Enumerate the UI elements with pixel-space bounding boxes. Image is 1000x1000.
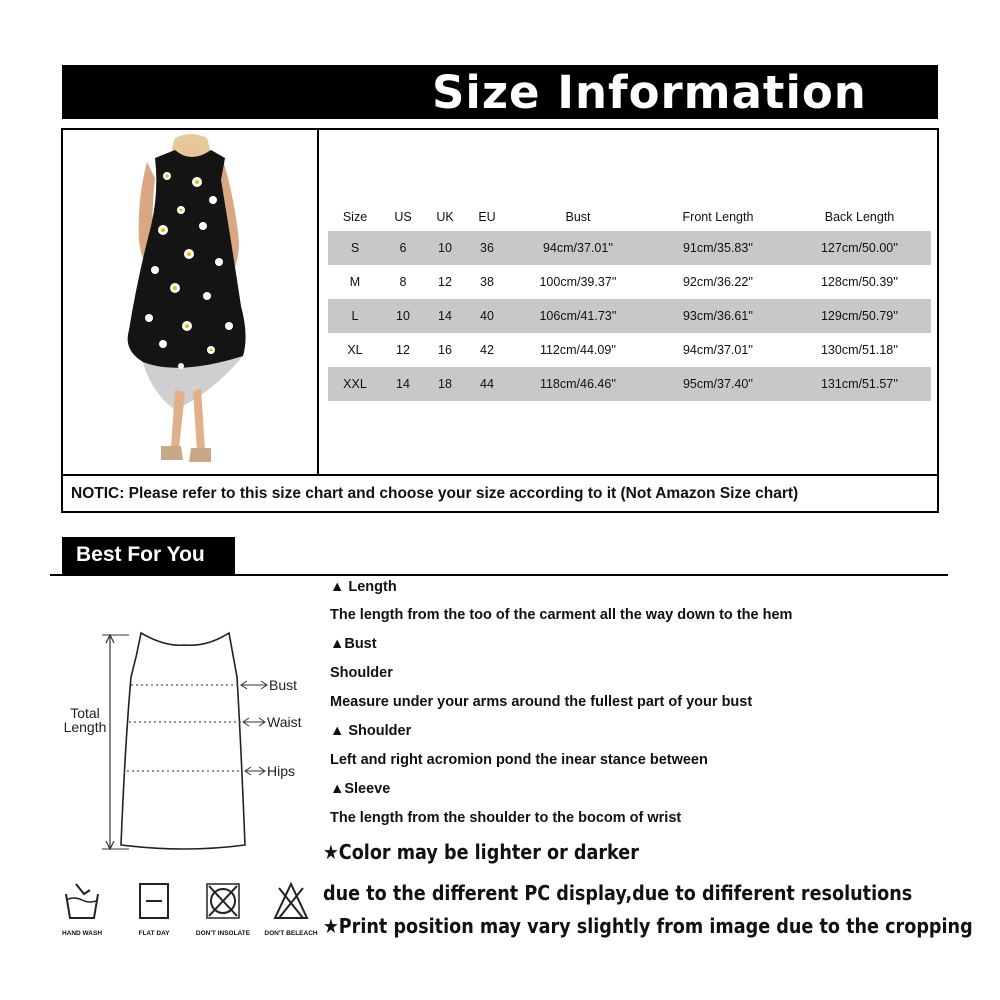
total-length-label: Total bbox=[70, 705, 100, 721]
table-row bbox=[328, 265, 931, 299]
table-cell: 36 bbox=[480, 241, 494, 255]
size-table-cell bbox=[319, 130, 937, 474]
table-cell: 129cm/50.79'' bbox=[820, 309, 899, 323]
table-cell: S bbox=[350, 241, 360, 255]
table-cell: 40 bbox=[480, 309, 494, 323]
bust-label: Bust bbox=[269, 677, 298, 693]
description-line: Measure under your arms around the fullest part of your bust bbox=[330, 694, 753, 710]
table-row bbox=[328, 367, 931, 401]
description-line: ▲Sleeve bbox=[330, 781, 391, 797]
measurement-diagram bbox=[55, 625, 325, 860]
do-not-bleach-icon bbox=[261, 880, 321, 940]
notice-row bbox=[63, 474, 937, 511]
color-note: ★Color may be lighter or darker bbox=[323, 840, 639, 864]
table-cell: 127cm/50.00'' bbox=[820, 241, 899, 255]
hand-wash-icon bbox=[52, 880, 112, 940]
table-cell: 8 bbox=[399, 275, 407, 289]
total-length-label: Length bbox=[63, 719, 107, 735]
care-label: DON'T INSOLATE bbox=[195, 930, 251, 937]
table-cell: 6 bbox=[399, 241, 407, 255]
waist-label: Waist bbox=[267, 714, 302, 730]
table-cell: 112cm/44.09'' bbox=[539, 343, 617, 357]
table-cell: 10 bbox=[438, 241, 452, 255]
description-line: ▲ Shoulder bbox=[330, 723, 412, 739]
print-position-note: ★Print position may vary slightly from image due to the cropping bbox=[323, 914, 973, 938]
size-chart-box bbox=[61, 128, 939, 513]
table-cell: 14 bbox=[438, 309, 452, 323]
description-line: The length from the shoulder to the bocom of wrist bbox=[330, 810, 682, 826]
flat-dry-icon bbox=[124, 880, 184, 940]
table-cell: 91cm/35.83'' bbox=[682, 241, 754, 255]
table-cell: 118cm/46.46'' bbox=[539, 377, 617, 391]
best-for-you-title: Best For You bbox=[76, 543, 205, 566]
table-cell: 12 bbox=[438, 275, 452, 289]
table-row bbox=[328, 231, 931, 265]
table-cell: 18 bbox=[438, 377, 452, 391]
table-cell: 93cm/36.61'' bbox=[682, 309, 754, 323]
care-label: HAND WASH bbox=[61, 930, 103, 937]
table-cell: 16 bbox=[438, 343, 452, 357]
column-header: Size bbox=[342, 210, 368, 224]
best-for-you-tab bbox=[62, 537, 235, 575]
description-line: The length from the too of the carment all the way down to the hem bbox=[330, 607, 793, 623]
table-cell: XXL bbox=[343, 377, 367, 391]
column-header: Bust bbox=[565, 210, 591, 224]
care-label: FLAT DAY bbox=[138, 930, 170, 937]
column-header: UK bbox=[436, 210, 454, 224]
section-divider bbox=[50, 574, 948, 576]
display-note: due to the different PC display,due to dififerent resolutions bbox=[323, 881, 913, 905]
description-line: ▲Bust bbox=[330, 636, 377, 652]
table-row bbox=[328, 333, 931, 367]
table-cell: 12 bbox=[396, 343, 410, 357]
description-line: Shoulder bbox=[330, 665, 393, 681]
table-cell: 10 bbox=[396, 309, 410, 323]
table-cell: M bbox=[349, 275, 361, 289]
table-cell: 94cm/37.01'' bbox=[682, 343, 754, 357]
table-cell: 95cm/37.40'' bbox=[682, 377, 754, 391]
table-cell: 44 bbox=[480, 377, 494, 391]
table-cell: 92cm/36.22'' bbox=[682, 275, 754, 289]
title-bar bbox=[62, 65, 938, 119]
column-header: US bbox=[394, 210, 412, 224]
product-photo bbox=[63, 130, 319, 474]
table-cell: 100cm/39.37'' bbox=[539, 275, 617, 289]
page-title: Size Information bbox=[432, 66, 867, 119]
table-row bbox=[328, 299, 931, 333]
table-cell: L bbox=[351, 309, 359, 323]
table-cell: XL bbox=[347, 343, 363, 357]
description-line: ▲ Length bbox=[330, 579, 397, 595]
column-header: Front Length bbox=[682, 210, 754, 224]
table-cell: 94cm/37.01'' bbox=[542, 241, 614, 255]
table-cell: 106cm/41.73'' bbox=[539, 309, 617, 323]
table-cell: 130cm/51.18'' bbox=[820, 343, 899, 357]
table-cell: 42 bbox=[480, 343, 494, 357]
table-cell: 128cm/50.39'' bbox=[820, 275, 899, 289]
size-notice: NOTIC: Please refer to this size chart and choose your size according to it (Not Amazon Size chart) bbox=[71, 485, 799, 502]
table-header-row bbox=[328, 203, 931, 231]
care-label: DON'T BELEACH bbox=[264, 930, 318, 937]
description-line: Left and right acromion pond the inear stance between bbox=[330, 752, 708, 768]
size-table bbox=[328, 203, 931, 401]
hips-label: Hips bbox=[267, 763, 296, 779]
table-cell: 38 bbox=[480, 275, 494, 289]
table-cell: 14 bbox=[396, 377, 410, 391]
column-header: EU bbox=[478, 210, 496, 224]
column-header: Back Length bbox=[824, 210, 895, 224]
table-cell: 131cm/51.57'' bbox=[820, 377, 899, 391]
do-not-tumble-icon bbox=[193, 880, 253, 940]
